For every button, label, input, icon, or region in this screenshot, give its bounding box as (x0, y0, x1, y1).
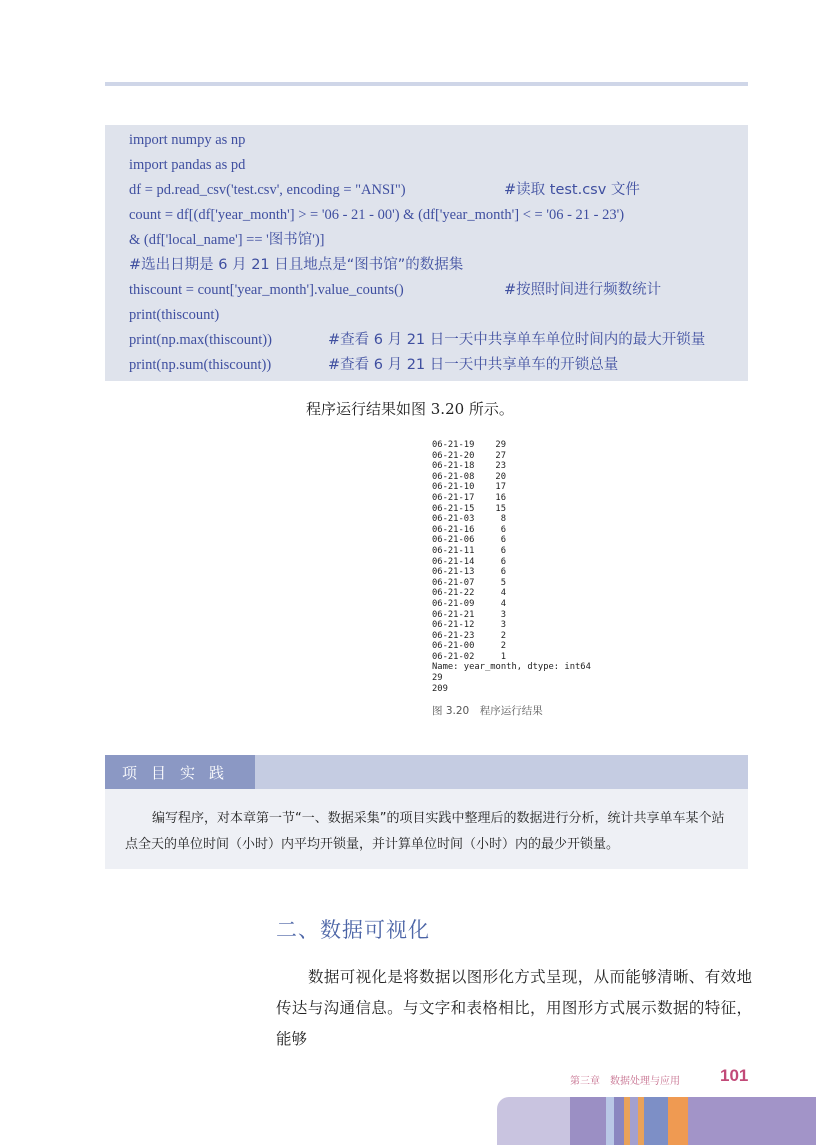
result-intro: 程序运行结果如图 3.20 所示。 (306, 400, 514, 418)
output-row (432, 588, 612, 599)
output-count: 8 (500, 514, 506, 525)
output-date: 06-21-03 (432, 514, 475, 525)
output-row (432, 535, 612, 546)
footer-chapter: 第三章 数据处理与应用 (570, 1076, 680, 1087)
footer-stripe (644, 1097, 668, 1145)
header-rule (105, 82, 748, 86)
output-count: 6 (500, 524, 506, 535)
output-count: 23 (495, 461, 506, 472)
code-listing (105, 125, 748, 381)
output-date: 06-21-20 (432, 450, 475, 461)
output-row (432, 525, 612, 536)
code-comment: #读取 test.csv 文件 (504, 182, 640, 198)
code-comment: #按照时间进行频数统计 (504, 282, 662, 298)
code-comment: #查看 6 月 21 日一天中共享单车单位时间内的最大开锁量 (328, 332, 706, 348)
output-count: 3 (500, 609, 506, 620)
footer-stripe (668, 1097, 688, 1145)
practice-text: 编写程序，对本章第一节“一、数据采集”的项目实践中整理后的数据进行分析，统计共享单车某个站点全天的单位时间（小时）内平均开锁量，并计算单位时间（小时）内的最少开锁量。 (125, 811, 725, 852)
output-row (432, 557, 612, 568)
footer-stripe (688, 1097, 816, 1145)
output-count: 4 (500, 598, 506, 609)
code-line: print(np.sum(thiscount)) (129, 357, 272, 373)
output-date: 06-21-14 (432, 556, 475, 567)
practice-header (105, 755, 748, 789)
output-date: 06-21-13 (432, 567, 475, 578)
output-count: 6 (500, 535, 506, 546)
output-date: 06-21-08 (432, 471, 475, 482)
code-comment: #选出日期是 6 月 21 日且地点是“图书馆”的数据集 (129, 257, 464, 273)
output-count: 4 (500, 588, 506, 599)
output-date: 06-21-23 (432, 630, 475, 641)
output-row (432, 493, 612, 504)
code-line: print(np.max(thiscount)) (129, 332, 272, 348)
output-date: 06-21-09 (432, 598, 475, 609)
output-row (432, 440, 612, 451)
output-row (432, 472, 612, 483)
output-date: 06-21-15 (432, 503, 475, 514)
output-count: 3 (500, 620, 506, 631)
output-max: 29 (432, 673, 443, 684)
output-rows (432, 440, 612, 662)
output-count: 2 (500, 630, 506, 641)
footer-stripe (606, 1097, 614, 1145)
output-count: 15 (495, 503, 506, 514)
output-count: 16 (495, 492, 506, 503)
figure-caption: 图 3.20 程序运行结果 (432, 705, 543, 717)
output-row (432, 641, 612, 652)
section-title: 二、数据可视化 (276, 918, 430, 942)
output-count: 27 (495, 450, 506, 461)
output-row (432, 652, 612, 663)
body-paragraph: 数据可视化是将数据以图形化方式呈现，从而能够清晰、有效地传达与沟通信息。与文字和表格相比，用图形方式展示数据的特征，能够 (276, 968, 752, 1048)
code-line: thiscount = count['year_month'].value_counts() (129, 282, 404, 298)
output-date: 06-21-12 (432, 620, 475, 631)
output-count: 6 (500, 545, 506, 556)
footer-stripe (630, 1097, 638, 1145)
output-row (432, 504, 612, 515)
output-row (432, 610, 612, 621)
output-count: 20 (495, 471, 506, 482)
output-date: 06-21-00 (432, 641, 475, 652)
output-date: 06-21-22 (432, 588, 475, 599)
output-row (432, 620, 612, 631)
code-line: print(thiscount) (129, 307, 220, 323)
code-line: import pandas as pd (129, 157, 246, 173)
page-number: 101 (720, 1066, 749, 1085)
code-line: count = df[(df['year_month'] > = '06 - 21 - 00') & (df['year_month'] < = '06 - 21 - 23') (129, 207, 625, 223)
output-row (432, 567, 612, 578)
output-count: 2 (500, 641, 506, 652)
practice-body (105, 789, 748, 869)
output-row (432, 599, 612, 610)
output-row (432, 461, 612, 472)
footer-stripe (614, 1097, 624, 1145)
output-sum: 209 (432, 683, 448, 694)
output-row (432, 482, 612, 493)
output-date: 06-21-10 (432, 482, 475, 493)
output-row (432, 451, 612, 462)
code-line: & (df['local_name'] == '图书馆')] (129, 232, 325, 248)
program-output (432, 440, 612, 694)
practice-title: 项目实践 (105, 755, 255, 789)
footer-stripe (570, 1097, 606, 1145)
output-row (432, 514, 612, 525)
output-count: 6 (500, 567, 506, 578)
output-date: 06-21-02 (432, 651, 475, 662)
output-name-line: Name: year_month, dtype: int64 (432, 662, 591, 673)
output-date: 06-21-16 (432, 524, 475, 535)
output-row (432, 631, 612, 642)
output-date: 06-21-06 (432, 535, 475, 546)
code-comment: #查看 6 月 21 日一天中共享单车的开锁总量 (328, 357, 619, 373)
output-date: 06-21-19 (432, 440, 475, 450)
output-date: 06-21-11 (432, 545, 475, 556)
output-date: 06-21-17 (432, 492, 475, 503)
code-line: import numpy as np (129, 132, 246, 148)
code-line: df = pd.read_csv('test.csv', encoding = "ANSI") (129, 182, 406, 198)
output-date: 06-21-07 (432, 577, 475, 588)
output-row (432, 546, 612, 557)
output-count: 17 (495, 482, 506, 493)
output-date: 06-21-18 (432, 461, 475, 472)
output-count: 6 (500, 556, 506, 567)
output-row (432, 578, 612, 589)
output-date: 06-21-21 (432, 609, 475, 620)
output-count: 29 (495, 440, 506, 450)
output-count: 1 (500, 651, 506, 662)
output-count: 5 (500, 577, 506, 588)
